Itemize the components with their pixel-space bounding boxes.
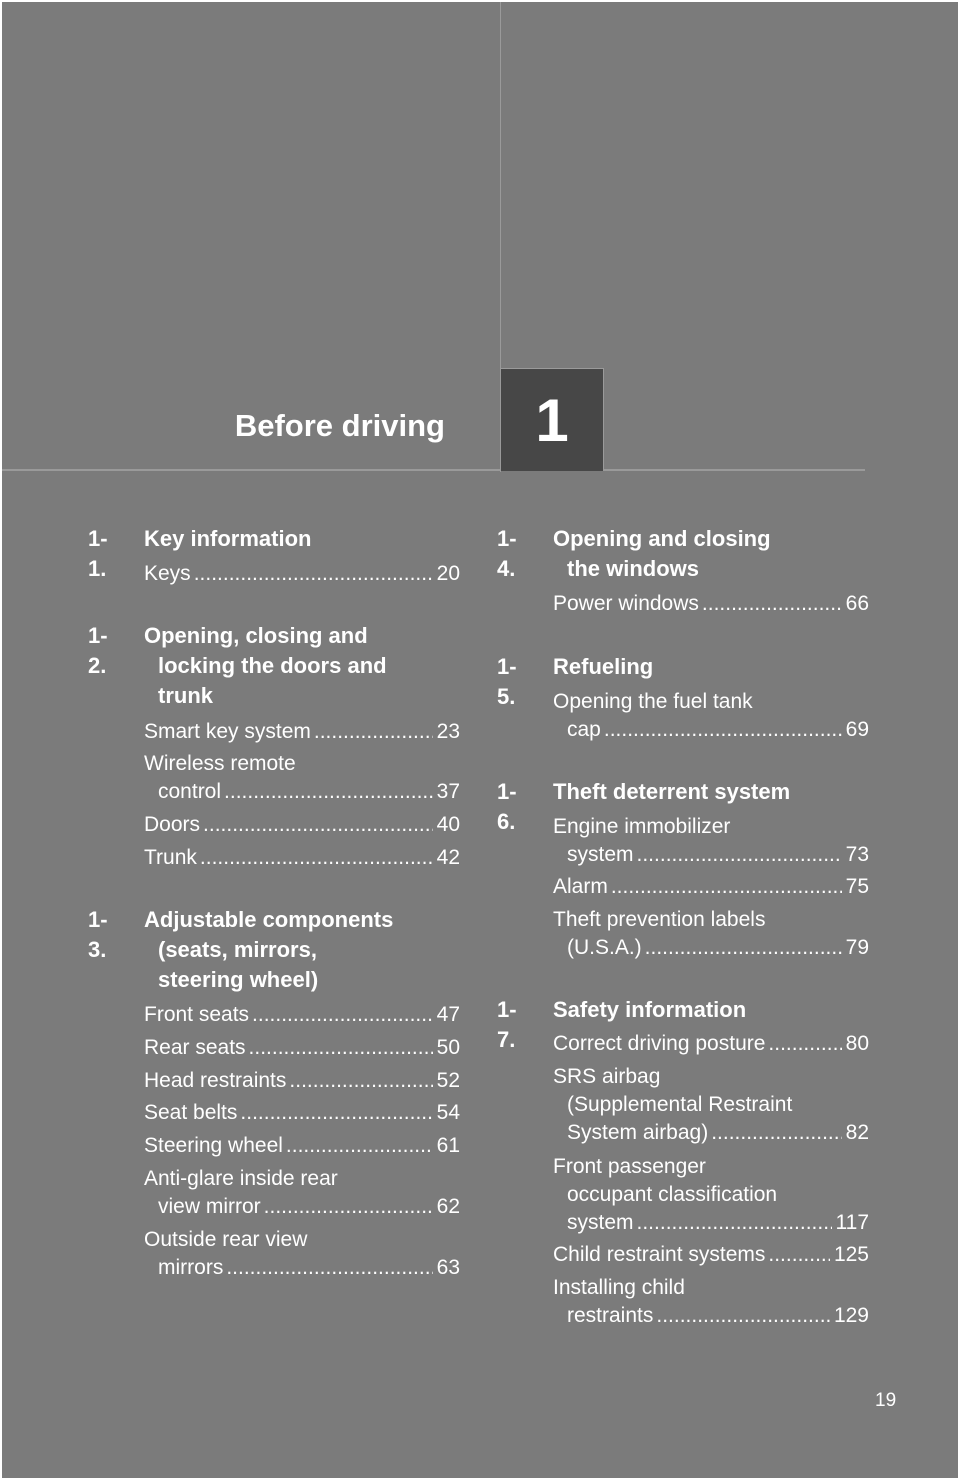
toc-entry-line — [144, 844, 460, 872]
toc-entry[interactable] — [553, 1063, 869, 1147]
toc-entry-text: Outside rear view — [144, 1228, 308, 1251]
dot-leader — [637, 841, 842, 869]
toc-entry-text: System airbag) — [567, 1121, 709, 1144]
toc-entry-line — [553, 1091, 869, 1119]
toc-entry-line — [144, 718, 460, 746]
toc-entry-text: Engine immobilizer — [553, 815, 731, 838]
toc-entry[interactable] — [144, 1226, 460, 1282]
dot-leader — [200, 844, 433, 872]
toc-entry[interactable] — [144, 844, 460, 872]
toc-page-number: 42 — [436, 846, 460, 869]
section-title — [553, 652, 853, 682]
section-title-line: the windows — [567, 556, 699, 581]
page-number: 19 — [875, 1390, 897, 1411]
toc-entry-line — [144, 778, 460, 806]
toc-entry[interactable] — [553, 590, 869, 618]
chapter-number: 1 — [535, 386, 569, 454]
toc-entry[interactable] — [144, 1034, 460, 1062]
toc-entry-line — [144, 750, 460, 778]
toc-entry-line — [553, 1274, 869, 1302]
toc-entry-line — [144, 1193, 460, 1221]
toc-entry-text: Head restraints — [144, 1069, 287, 1092]
dot-leader — [611, 873, 842, 901]
toc-page-number: 50 — [436, 1036, 460, 1059]
section-number: 1-2. — [88, 623, 108, 678]
toc-entry-text: Keys — [144, 562, 191, 585]
dot-leader — [702, 590, 842, 618]
toc-entry-line — [553, 716, 869, 744]
toc-entry-line — [553, 1302, 869, 1330]
toc-page-number: 75 — [845, 875, 869, 898]
toc-page-number: 52 — [436, 1069, 460, 1092]
dot-leader — [286, 1132, 433, 1160]
toc-entry-text: Wireless remote — [144, 752, 296, 775]
toc-page-number: 63 — [436, 1256, 460, 1279]
toc-entry[interactable] — [553, 1241, 869, 1269]
dot-leader — [249, 1034, 433, 1062]
toc-entry[interactable] — [144, 811, 460, 839]
toc-page-number: 117 — [835, 1211, 869, 1234]
section-title-line: trunk — [158, 683, 213, 708]
toc-page-number: 129 — [833, 1304, 869, 1327]
dot-leader — [203, 811, 433, 839]
toc-page-number: 54 — [436, 1101, 460, 1124]
section-number: 1-7. — [497, 997, 517, 1052]
toc-page-number: 62 — [436, 1195, 460, 1218]
section-number: 1-1. — [88, 526, 108, 581]
toc-entry-text: system — [567, 843, 634, 866]
toc-entry[interactable] — [553, 688, 869, 744]
toc-entry-line — [553, 906, 869, 934]
toc-entry[interactable] — [553, 813, 869, 869]
section-title-line: Opening and closing — [553, 526, 771, 551]
toc-page-number: 20 — [436, 562, 460, 585]
toc-page-number: 73 — [845, 843, 869, 866]
toc-entry-line — [144, 1226, 460, 1254]
dot-leader — [240, 1099, 432, 1127]
toc-entry[interactable] — [553, 873, 869, 901]
toc-entry[interactable] — [144, 1067, 460, 1095]
dot-leader — [768, 1241, 830, 1269]
toc-entry-line — [553, 1063, 869, 1091]
section-title-line: Safety information — [553, 997, 747, 1022]
section-title — [553, 995, 853, 1025]
dot-leader — [656, 1302, 830, 1330]
toc-entry-line — [144, 1099, 460, 1127]
toc-entry[interactable] — [553, 1030, 869, 1058]
toc-entry[interactable] — [553, 906, 869, 962]
toc-page-number: 40 — [436, 813, 460, 836]
toc-entry-text: Doors — [144, 813, 201, 836]
toc-entry-line — [144, 811, 460, 839]
toc-entry-line — [553, 813, 869, 841]
toc-entry-text: restraints — [567, 1304, 654, 1327]
toc-entry-line — [553, 1209, 869, 1237]
section-title — [144, 621, 444, 711]
chapter-title: Before driving — [234, 408, 445, 443]
toc-entry-line — [553, 1153, 869, 1181]
dot-leader — [645, 934, 842, 962]
toc-page-number: 80 — [845, 1032, 869, 1055]
toc-entry[interactable] — [144, 750, 460, 806]
toc-entry-text: SRS airbag — [553, 1065, 661, 1088]
toc-entry-line — [144, 1165, 460, 1193]
dot-leader — [314, 718, 433, 746]
section-title-line: Adjustable components — [144, 907, 394, 932]
toc-entry-text: Anti-glare inside rear — [144, 1167, 338, 1190]
toc-page-number: 47 — [436, 1003, 460, 1026]
toc-entry[interactable] — [144, 1099, 460, 1127]
toc-page-number: 61 — [436, 1134, 460, 1157]
dot-leader — [711, 1119, 841, 1147]
toc-entry-text: Steering wheel — [144, 1134, 283, 1157]
horizontal-rule — [2, 469, 865, 471]
toc-entry[interactable] — [553, 1274, 869, 1330]
toc-entry-text: occupant classification — [567, 1183, 778, 1206]
toc-entry[interactable] — [553, 1153, 869, 1237]
section-title — [553, 524, 853, 584]
section-number: 1-3. — [88, 907, 108, 962]
toc-entry-text: Theft prevention labels — [553, 908, 766, 931]
toc-entry-line — [144, 1132, 460, 1160]
section-title-line: Key information — [144, 526, 312, 551]
toc-entry-line — [553, 590, 869, 618]
section-title — [144, 524, 444, 554]
toc-entry-line — [144, 560, 460, 588]
section-title-line: Opening, closing and — [144, 623, 368, 648]
toc-entry-text: Front passenger — [553, 1155, 706, 1178]
toc-page-number: 66 — [845, 592, 869, 615]
section-number: 1-6. — [497, 779, 517, 834]
toc-entry[interactable] — [144, 1132, 460, 1160]
section-number: 1-5. — [497, 654, 517, 709]
toc-page-number: 125 — [833, 1243, 869, 1266]
manual-page — [2, 2, 958, 1478]
toc-entry-text: Alarm — [553, 875, 608, 898]
toc-entry-line — [553, 1119, 869, 1147]
dot-leader — [224, 778, 433, 806]
toc-entry[interactable] — [144, 1001, 460, 1029]
toc-entry-line — [553, 1241, 869, 1269]
dot-leader — [768, 1030, 841, 1058]
toc-entry-line — [553, 841, 869, 869]
chapter-number-box — [500, 368, 604, 471]
toc-page-number: 82 — [845, 1121, 869, 1144]
dot-leader — [226, 1254, 432, 1282]
toc-entry-line — [553, 1181, 869, 1209]
toc-page-number: 79 — [845, 936, 869, 959]
toc-entry-text: Opening the fuel tank — [553, 690, 753, 713]
section-title-line: steering wheel) — [158, 967, 319, 992]
toc-page-number: 23 — [436, 720, 460, 743]
toc-entry-text: (U.S.A.) — [567, 936, 642, 959]
section-title-line: Theft deterrent system — [553, 779, 791, 804]
toc-entry-text: Installing child — [553, 1276, 685, 1299]
toc-entry-text: system — [567, 1211, 634, 1234]
toc-entry-text: Seat belts — [144, 1101, 238, 1124]
dot-leader — [289, 1067, 432, 1095]
toc-entry-text: Front seats — [144, 1003, 250, 1026]
dot-leader — [264, 1193, 433, 1221]
toc-entry-text: Power windows — [553, 592, 699, 615]
toc-entry-text: cap — [567, 718, 601, 741]
toc-page-number: 37 — [436, 780, 460, 803]
toc-entry-text: Rear seats — [144, 1036, 246, 1059]
toc-entry-line — [553, 1030, 869, 1058]
toc-entry-text: Child restraint systems — [553, 1243, 766, 1266]
section-number: 1-4. — [497, 526, 517, 581]
toc-entry-text: Smart key system — [144, 720, 311, 743]
section-title-line: (seats, mirrors, — [158, 937, 317, 962]
toc-entry-text: control — [158, 780, 222, 803]
toc-entry-line — [144, 1034, 460, 1062]
toc-entry-line — [144, 1067, 460, 1095]
toc-entry-line — [144, 1001, 460, 1029]
dot-leader — [252, 1001, 433, 1029]
dot-leader — [194, 560, 433, 588]
toc-entry-text: Trunk — [144, 846, 197, 869]
dot-leader — [637, 1209, 832, 1237]
toc-entry-line — [553, 688, 869, 716]
toc-entry[interactable] — [144, 1165, 460, 1221]
section-title-line: Refueling — [553, 654, 654, 679]
toc-page-number: 69 — [845, 718, 869, 741]
dot-leader — [604, 716, 842, 744]
section-title — [553, 777, 853, 807]
toc-entry-text: Correct driving posture — [553, 1032, 766, 1055]
section-title — [144, 905, 444, 995]
toc-entry-line — [553, 934, 869, 962]
toc-entry-line — [553, 873, 869, 901]
toc-entry-line — [144, 1254, 460, 1282]
toc-entry-text: mirrors — [158, 1256, 224, 1279]
section-title-line: locking the doors and — [158, 653, 387, 678]
toc-entry[interactable] — [144, 718, 460, 746]
toc-entry-text: (Supplemental Restraint — [567, 1093, 793, 1116]
toc-entry-text: view mirror — [158, 1195, 261, 1218]
toc-entry[interactable] — [144, 560, 460, 588]
